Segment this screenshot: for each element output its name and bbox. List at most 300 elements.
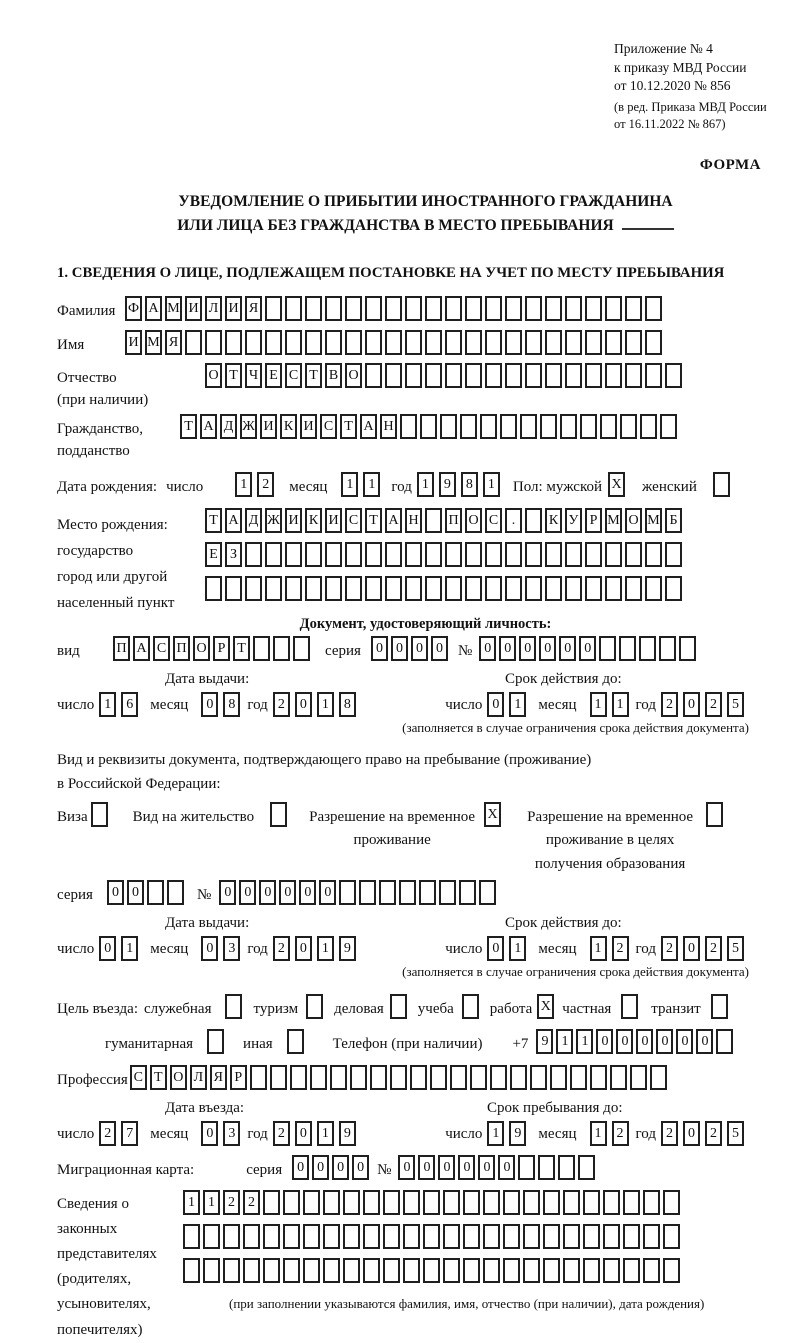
char-cell[interactable] [563,1258,580,1283]
char-cell[interactable]: Ф [125,296,142,321]
char-cell[interactable]: 2 [257,472,274,497]
char-cell[interactable] [403,1258,420,1283]
char-cell[interactable] [623,1224,640,1249]
char-cell[interactable] [303,1224,320,1249]
char-cell[interactable] [423,1258,440,1283]
char-cell[interactable]: И [300,414,317,439]
char-cell[interactable]: 0 [99,936,116,961]
char-cell[interactable]: М [165,296,182,321]
char-cell[interactable] [283,1258,300,1283]
char-cell[interactable] [305,296,322,321]
char-cell[interactable] [443,1258,460,1283]
char-cell[interactable] [385,542,402,567]
char-cell[interactable] [565,330,582,355]
char-cell[interactable] [645,576,662,601]
char-cell[interactable] [545,576,562,601]
char-cell[interactable] [585,330,602,355]
char-cell[interactable]: 0 [201,692,218,717]
char-cell[interactable]: Я [210,1065,227,1090]
char-cell[interactable] [580,414,597,439]
char-cell[interactable] [167,880,184,905]
char-cell[interactable]: 0 [259,880,276,905]
char-cell[interactable] [483,1258,500,1283]
char-cell[interactable] [390,994,407,1019]
char-cell[interactable]: Р [585,508,602,533]
char-cell[interactable]: . [505,508,522,533]
char-cell[interactable]: А [145,296,162,321]
char-cell[interactable] [287,1029,304,1054]
char-cell[interactable] [290,1065,307,1090]
char-cell[interactable]: 0 [418,1155,435,1180]
char-cell[interactable] [345,330,362,355]
char-cell[interactable]: П [445,508,462,533]
char-cell[interactable] [505,363,522,388]
char-cell[interactable] [325,542,342,567]
char-cell[interactable]: 0 [596,1029,613,1054]
char-cell[interactable] [643,1258,660,1283]
char-cell[interactable] [525,542,542,567]
char-cell[interactable]: 9 [339,936,356,961]
char-cell[interactable]: Р [213,636,230,661]
char-cell[interactable]: А [200,414,217,439]
char-cell[interactable]: 0 [398,1155,415,1180]
char-cell[interactable] [345,576,362,601]
char-cell[interactable]: 1 [576,1029,593,1054]
char-cell[interactable] [243,1258,260,1283]
char-cell[interactable]: Т [225,363,242,388]
char-cell[interactable]: 2 [705,692,722,717]
char-cell[interactable]: И [185,296,202,321]
char-cell[interactable]: К [545,508,562,533]
char-cell[interactable] [525,508,542,533]
char-cell[interactable]: 5 [727,936,744,961]
char-cell[interactable] [525,363,542,388]
char-cell[interactable]: 0 [478,1155,495,1180]
char-cell[interactable]: Д [245,508,262,533]
char-cell[interactable] [665,542,682,567]
char-cell[interactable] [325,330,342,355]
char-cell[interactable]: 0 [295,692,312,717]
char-cell[interactable] [565,296,582,321]
char-cell[interactable] [306,994,323,1019]
char-cell[interactable] [505,542,522,567]
char-cell[interactable] [619,636,636,661]
char-cell[interactable] [343,1224,360,1249]
char-cell[interactable] [207,1029,224,1054]
char-cell[interactable]: 2 [661,1121,678,1146]
char-cell[interactable] [303,1258,320,1283]
char-cell[interactable]: Т [365,508,382,533]
char-cell[interactable]: 0 [219,880,236,905]
char-cell[interactable]: 0 [292,1155,309,1180]
char-cell[interactable] [450,1065,467,1090]
char-cell[interactable]: 2 [661,936,678,961]
char-cell[interactable] [425,576,442,601]
char-cell[interactable] [625,576,642,601]
char-cell[interactable] [485,330,502,355]
char-cell[interactable] [525,330,542,355]
char-cell[interactable] [518,1155,535,1180]
char-cell[interactable]: Т [180,414,197,439]
char-cell[interactable]: 2 [705,936,722,961]
char-cell[interactable] [463,1190,480,1215]
char-cell[interactable]: 0 [683,936,700,961]
char-cell[interactable]: 8 [461,472,478,497]
char-cell[interactable]: 9 [536,1029,553,1054]
char-cell[interactable] [716,1029,733,1054]
char-cell[interactable] [445,542,462,567]
char-cell[interactable] [470,1065,487,1090]
char-cell[interactable]: 1 [590,936,607,961]
char-cell[interactable]: 2 [705,1121,722,1146]
char-cell[interactable] [490,1065,507,1090]
char-cell[interactable] [285,542,302,567]
char-cell[interactable]: 0 [636,1029,653,1054]
char-cell[interactable]: 0 [332,1155,349,1180]
char-cell[interactable]: 0 [683,1121,700,1146]
char-cell[interactable]: 0 [352,1155,369,1180]
char-cell[interactable]: 1 [417,472,434,497]
char-cell[interactable] [645,363,662,388]
char-cell[interactable] [538,1155,555,1180]
char-cell[interactable] [400,414,417,439]
char-cell[interactable]: А [225,508,242,533]
char-cell[interactable]: 0 [498,1155,515,1180]
char-cell[interactable] [623,1190,640,1215]
char-cell[interactable] [183,1258,200,1283]
char-cell[interactable] [530,1065,547,1090]
char-cell[interactable] [147,880,164,905]
char-cell[interactable] [343,1258,360,1283]
char-cell[interactable] [563,1190,580,1215]
char-cell[interactable]: Т [150,1065,167,1090]
char-cell[interactable]: 5 [727,692,744,717]
char-cell[interactable]: 0 [579,636,596,661]
char-cell[interactable] [405,296,422,321]
char-cell[interactable] [605,330,622,355]
char-cell[interactable] [363,1190,380,1215]
char-cell[interactable] [503,1224,520,1249]
char-cell[interactable]: А [385,508,402,533]
char-cell[interactable] [503,1258,520,1283]
char-cell[interactable] [285,576,302,601]
char-cell[interactable]: А [133,636,150,661]
char-cell[interactable]: 7 [121,1121,138,1146]
char-cell[interactable] [645,330,662,355]
char-cell[interactable]: О [465,508,482,533]
char-cell[interactable] [405,542,422,567]
char-cell[interactable] [283,1190,300,1215]
char-cell[interactable] [283,1224,300,1249]
char-cell[interactable] [370,1065,387,1090]
char-cell[interactable] [403,1224,420,1249]
char-cell[interactable]: Е [205,542,222,567]
char-cell[interactable] [285,296,302,321]
char-cell[interactable] [523,1258,540,1283]
char-cell[interactable] [583,1224,600,1249]
char-cell[interactable] [570,1065,587,1090]
char-cell[interactable]: И [125,330,142,355]
char-cell[interactable]: Б [665,508,682,533]
char-cell[interactable] [545,296,562,321]
char-cell[interactable]: 0 [683,692,700,717]
char-cell[interactable] [545,363,562,388]
char-cell[interactable]: 8 [339,692,356,717]
char-cell[interactable]: 0 [411,636,428,661]
char-cell[interactable] [605,363,622,388]
char-cell[interactable]: О [345,363,362,388]
char-cell[interactable] [365,296,382,321]
char-cell[interactable] [505,330,522,355]
char-cell[interactable] [603,1224,620,1249]
char-cell[interactable]: 2 [243,1190,260,1215]
char-cell[interactable]: 9 [439,472,456,497]
char-cell[interactable]: Я [165,330,182,355]
char-cell[interactable] [405,363,422,388]
char-cell[interactable]: 2 [612,1121,629,1146]
char-cell[interactable] [605,296,622,321]
char-cell[interactable] [425,330,442,355]
char-cell[interactable]: Ч [245,363,262,388]
char-cell[interactable] [245,576,262,601]
char-cell[interactable] [462,994,479,1019]
char-cell[interactable] [625,330,642,355]
char-cell[interactable] [625,542,642,567]
char-cell[interactable]: М [605,508,622,533]
char-cell[interactable] [383,1224,400,1249]
char-cell[interactable]: 2 [273,936,290,961]
char-cell[interactable] [363,1224,380,1249]
char-cell[interactable]: О [193,636,210,661]
char-cell[interactable] [253,636,270,661]
char-cell[interactable] [565,542,582,567]
char-cell[interactable]: И [225,296,242,321]
char-cell[interactable] [325,296,342,321]
char-cell[interactable]: М [645,508,662,533]
char-cell[interactable] [465,542,482,567]
char-cell[interactable]: Ж [240,414,257,439]
char-cell[interactable] [523,1190,540,1215]
char-cell[interactable] [520,414,537,439]
char-cell[interactable] [665,576,682,601]
char-cell[interactable] [265,542,282,567]
char-cell[interactable] [91,802,108,827]
char-cell[interactable]: 0 [487,692,504,717]
char-cell[interactable] [439,880,456,905]
char-cell[interactable] [345,296,362,321]
char-cell[interactable] [540,414,557,439]
char-cell[interactable] [323,1258,340,1283]
char-cell[interactable]: 0 [107,880,124,905]
char-cell[interactable]: 8 [223,692,240,717]
char-cell[interactable] [485,296,502,321]
char-cell[interactable] [440,414,457,439]
char-cell[interactable] [303,1190,320,1215]
char-cell[interactable] [585,576,602,601]
char-cell[interactable]: 1 [235,472,252,497]
char-cell[interactable] [620,414,637,439]
char-cell[interactable] [485,363,502,388]
char-cell[interactable] [385,330,402,355]
char-cell[interactable]: Т [305,363,322,388]
char-cell[interactable]: 0 [312,1155,329,1180]
char-cell[interactable] [310,1065,327,1090]
char-cell[interactable]: С [153,636,170,661]
char-cell[interactable] [423,1224,440,1249]
char-cell[interactable]: 0 [559,636,576,661]
char-cell[interactable] [323,1190,340,1215]
char-cell[interactable] [583,1190,600,1215]
char-cell[interactable] [405,576,422,601]
char-cell[interactable] [525,296,542,321]
char-cell[interactable]: 0 [201,1121,218,1146]
char-cell[interactable] [603,1190,620,1215]
char-cell[interactable] [183,1224,200,1249]
char-cell[interactable]: О [170,1065,187,1090]
char-cell[interactable]: О [205,363,222,388]
char-cell[interactable]: 2 [273,692,290,717]
char-cell[interactable] [543,1224,560,1249]
char-cell[interactable] [660,414,677,439]
char-cell[interactable]: 0 [127,880,144,905]
char-cell[interactable] [293,636,310,661]
char-cell[interactable] [445,363,462,388]
char-cell[interactable]: X [608,472,625,497]
char-cell[interactable] [485,542,502,567]
char-cell[interactable]: 9 [339,1121,356,1146]
char-cell[interactable] [465,363,482,388]
char-cell[interactable]: Я [245,296,262,321]
char-cell[interactable]: Т [233,636,250,661]
char-cell[interactable] [460,414,477,439]
char-cell[interactable] [545,330,562,355]
char-cell[interactable]: 1 [483,472,500,497]
char-cell[interactable] [465,576,482,601]
char-cell[interactable] [465,296,482,321]
char-cell[interactable] [405,330,422,355]
char-cell[interactable] [443,1224,460,1249]
char-cell[interactable] [273,636,290,661]
char-cell[interactable]: 1 [590,692,607,717]
char-cell[interactable] [425,542,442,567]
char-cell[interactable]: 3 [223,1121,240,1146]
char-cell[interactable]: 1 [590,1121,607,1146]
char-cell[interactable] [383,1258,400,1283]
char-cell[interactable] [500,414,517,439]
char-cell[interactable] [560,414,577,439]
char-cell[interactable] [250,1065,267,1090]
char-cell[interactable] [350,1065,367,1090]
char-cell[interactable] [399,880,416,905]
char-cell[interactable]: 3 [223,936,240,961]
char-cell[interactable]: Ж [265,508,282,533]
char-cell[interactable] [305,542,322,567]
char-cell[interactable] [663,1258,680,1283]
char-cell[interactable] [390,1065,407,1090]
char-cell[interactable] [599,636,616,661]
char-cell[interactable]: 0 [391,636,408,661]
char-cell[interactable] [463,1224,480,1249]
char-cell[interactable]: 2 [223,1190,240,1215]
char-cell[interactable]: 0 [319,880,336,905]
char-cell[interactable] [365,330,382,355]
char-cell[interactable] [643,1224,660,1249]
char-cell[interactable]: О [625,508,642,533]
char-cell[interactable]: 0 [201,936,218,961]
char-cell[interactable]: 0 [696,1029,713,1054]
char-cell[interactable] [706,802,723,827]
char-cell[interactable] [583,1258,600,1283]
char-cell[interactable] [223,1258,240,1283]
char-cell[interactable] [605,576,622,601]
char-cell[interactable]: 0 [438,1155,455,1180]
char-cell[interactable]: 0 [676,1029,693,1054]
char-cell[interactable] [463,1258,480,1283]
char-cell[interactable] [385,363,402,388]
char-cell[interactable] [425,363,442,388]
char-cell[interactable] [585,363,602,388]
char-cell[interactable] [459,880,476,905]
char-cell[interactable] [359,880,376,905]
char-cell[interactable] [565,363,582,388]
char-cell[interactable]: К [305,508,322,533]
char-cell[interactable] [423,1190,440,1215]
char-cell[interactable]: 1 [99,692,116,717]
char-cell[interactable]: 1 [317,936,334,961]
char-cell[interactable] [505,296,522,321]
char-cell[interactable] [265,576,282,601]
char-cell[interactable]: И [285,508,302,533]
char-cell[interactable] [339,880,356,905]
char-cell[interactable]: С [285,363,302,388]
char-cell[interactable] [565,576,582,601]
char-cell[interactable]: 0 [487,936,504,961]
char-cell[interactable] [445,296,462,321]
char-cell[interactable] [225,994,242,1019]
char-cell[interactable] [479,880,496,905]
char-cell[interactable] [205,330,222,355]
char-cell[interactable] [385,296,402,321]
char-cell[interactable]: М [145,330,162,355]
char-cell[interactable]: 2 [99,1121,116,1146]
char-cell[interactable] [663,1190,680,1215]
char-cell[interactable] [265,296,282,321]
char-cell[interactable] [585,542,602,567]
char-cell[interactable] [483,1190,500,1215]
char-cell[interactable] [603,1258,620,1283]
char-cell[interactable]: 0 [295,1121,312,1146]
char-cell[interactable] [383,1190,400,1215]
char-cell[interactable] [639,636,656,661]
char-cell[interactable] [563,1224,580,1249]
char-cell[interactable] [203,1224,220,1249]
char-cell[interactable] [650,1065,667,1090]
char-cell[interactable] [263,1258,280,1283]
char-cell[interactable]: 1 [556,1029,573,1054]
char-cell[interactable] [305,330,322,355]
char-cell[interactable] [270,802,287,827]
char-cell[interactable] [345,542,362,567]
char-cell[interactable]: Л [205,296,222,321]
char-cell[interactable]: П [113,636,130,661]
char-cell[interactable] [245,330,262,355]
char-cell[interactable] [665,363,682,388]
char-cell[interactable]: С [320,414,337,439]
char-cell[interactable]: 0 [616,1029,633,1054]
char-cell[interactable]: Н [380,414,397,439]
char-cell[interactable] [285,330,302,355]
char-cell[interactable]: И [260,414,277,439]
